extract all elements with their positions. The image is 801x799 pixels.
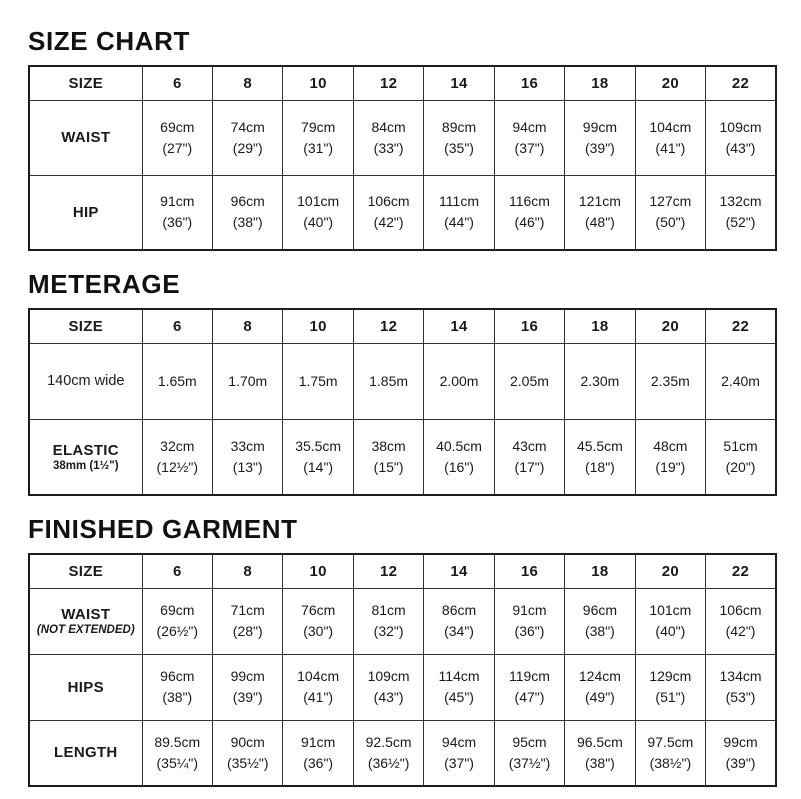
table-cell <box>706 654 776 720</box>
table-cell <box>213 100 283 175</box>
table-cell <box>213 654 283 720</box>
cell-line: 92.5cm <box>365 733 412 750</box>
cell-line: 124cm <box>578 668 621 684</box>
cell-line: 86cm <box>441 602 477 618</box>
meterage-title: METERAGE <box>28 269 181 299</box>
table-cell <box>565 175 635 250</box>
column-header: 8 <box>213 554 283 588</box>
column-header: 10 <box>283 309 353 343</box>
column-header: 18 <box>565 554 635 588</box>
column-header: 6 <box>142 554 212 588</box>
cell-line: (49") <box>584 689 615 705</box>
table-cell <box>565 419 635 495</box>
column-header: 6 <box>142 309 212 343</box>
column-header: 14 <box>424 554 494 588</box>
cell-line: 45.5cm <box>576 437 623 454</box>
cell-line: 96cm <box>230 193 265 210</box>
cell-line: (15") <box>373 458 404 475</box>
table-cell <box>706 588 776 654</box>
cell-line: (36½") <box>367 754 410 771</box>
table-cell <box>142 588 212 654</box>
cell-line: 99cm <box>582 118 618 135</box>
cell-line: 69cm <box>160 602 195 618</box>
size-chart-title: SIZE CHART <box>28 26 190 56</box>
cell-line: (38½") <box>649 754 692 771</box>
table-row <box>29 175 776 250</box>
cell-line: (47") <box>514 689 545 705</box>
cell-line: (36") <box>162 214 193 231</box>
cell-line: (40") <box>655 623 686 639</box>
cell-line: (26½") <box>156 623 199 639</box>
table-cell <box>283 175 353 250</box>
cell-line: (37½") <box>508 754 551 771</box>
column-header: 18 <box>565 66 635 100</box>
row-sublabel: (NOT EXTENDED) <box>36 624 135 636</box>
finished-garment-table <box>28 553 777 787</box>
table-cell <box>565 720 635 786</box>
cell-line: 134cm <box>719 668 762 684</box>
cell-line: 90cm <box>230 733 265 750</box>
cell-line: (41") <box>303 689 334 705</box>
table-cell <box>635 100 705 175</box>
cell-line: 71cm <box>230 602 265 618</box>
row-label: WAIST <box>61 606 111 623</box>
column-header: 10 <box>283 554 353 588</box>
cell-line: 132cm <box>719 193 762 210</box>
cell-line: (14") <box>303 458 334 475</box>
table-cell <box>706 720 776 786</box>
table-cell <box>635 175 705 250</box>
cell-line: (19") <box>655 458 686 475</box>
cell-line: 38cm <box>371 437 406 454</box>
size-column-header: SIZE <box>29 554 142 588</box>
cell-line: (48") <box>584 214 615 231</box>
cell-line: (38") <box>232 214 263 231</box>
cell-line: (41") <box>655 139 686 156</box>
table-cell <box>494 100 564 175</box>
table-cell <box>494 654 564 720</box>
cell-line: 109cm <box>719 118 762 135</box>
table-cell <box>283 419 353 495</box>
table-cell <box>424 100 494 175</box>
table-cell <box>424 175 494 250</box>
cell-line: (39") <box>584 139 615 156</box>
column-header: 22 <box>706 554 776 588</box>
cell-line: (29") <box>232 139 263 156</box>
table-header-row <box>29 309 776 343</box>
cell-line: 119cm <box>508 668 550 684</box>
cell-line: (53") <box>725 689 756 705</box>
cell-line: 51cm <box>723 437 758 454</box>
cell-line: 48cm <box>653 437 688 454</box>
cell-line: 1.85m <box>369 372 409 389</box>
table-row <box>29 343 776 419</box>
cell-line: 89.5cm <box>154 733 201 750</box>
cell-line: (38") <box>584 623 615 639</box>
cell-line: 99cm <box>230 668 265 684</box>
table-cell <box>353 343 423 419</box>
cell-line: 129cm <box>649 668 692 684</box>
cell-line: (50") <box>655 214 686 231</box>
table-cell <box>283 100 353 175</box>
cell-line: (27") <box>162 139 193 156</box>
column-header: 12 <box>353 309 423 343</box>
cell-line: (35½") <box>226 754 269 771</box>
cell-line: 69cm <box>160 118 195 135</box>
table-cell <box>142 343 212 419</box>
cell-line: 2.00m <box>439 372 479 389</box>
table-cell <box>142 720 212 786</box>
table-row <box>29 720 776 786</box>
table-header-row <box>29 66 776 100</box>
table-cell <box>494 343 564 419</box>
cell-line: (40") <box>303 214 334 231</box>
cell-line: (42") <box>725 623 756 639</box>
column-header: 12 <box>353 554 423 588</box>
cell-line: 96cm <box>582 602 618 618</box>
cell-line: 43cm <box>512 437 547 454</box>
cell-line: 81cm <box>371 602 406 618</box>
cell-line: (52") <box>725 214 756 231</box>
cell-line: 74cm <box>230 118 265 135</box>
cell-line: (17") <box>514 458 545 475</box>
table-cell <box>494 720 564 786</box>
cell-line: (36") <box>514 623 545 639</box>
column-header: 18 <box>565 309 635 343</box>
size-chart-table <box>28 65 777 251</box>
table-cell <box>353 654 423 720</box>
table-row <box>29 588 776 654</box>
table-cell <box>706 175 776 250</box>
cell-line: (16") <box>444 458 474 475</box>
row-header <box>29 175 142 250</box>
table-cell <box>353 419 423 495</box>
cell-line: 2.35m <box>650 372 690 389</box>
table-cell <box>706 419 776 495</box>
table-cell <box>565 343 635 419</box>
table-cell <box>142 654 212 720</box>
table-cell <box>635 720 705 786</box>
cell-line: 99cm <box>723 733 758 750</box>
table-cell <box>635 419 705 495</box>
finished-garment-title: FINISHED GARMENT <box>28 514 298 544</box>
cell-line: (43") <box>373 689 404 705</box>
cell-line: 40.5cm <box>436 437 482 454</box>
cell-line: (42") <box>373 214 404 231</box>
table-row <box>29 100 776 175</box>
table-header-row <box>29 554 776 588</box>
cell-line: (35¼") <box>156 754 199 771</box>
cell-line: 33cm <box>230 437 265 454</box>
table-cell <box>565 654 635 720</box>
cell-line: (33") <box>373 139 404 156</box>
row-label: HIPS <box>67 678 104 696</box>
table-cell <box>283 654 353 720</box>
row-label: WAIST <box>61 129 111 146</box>
table-cell <box>494 588 564 654</box>
cell-line: (39") <box>725 754 756 771</box>
table-cell <box>706 100 776 175</box>
cell-line: 91cm <box>301 733 336 750</box>
cell-line: 2.05m <box>510 372 549 389</box>
table-cell <box>213 588 283 654</box>
cell-line: 1.70m <box>228 372 268 389</box>
table-cell <box>635 343 705 419</box>
column-header: 22 <box>706 309 776 343</box>
cell-line: 89cm <box>441 118 477 135</box>
column-header: 16 <box>494 66 564 100</box>
cell-line: 95cm <box>512 733 547 750</box>
cell-line: (37") <box>444 754 474 771</box>
cell-line: 94cm <box>441 733 477 750</box>
cell-line: (39") <box>232 689 263 705</box>
table-row <box>29 654 776 720</box>
cell-line: 2.30m <box>580 372 620 389</box>
cell-line: (36") <box>303 754 334 771</box>
row-sublabel: 38mm (1½") <box>53 459 119 472</box>
cell-line: 101cm <box>649 602 692 618</box>
cell-line: 35.5cm <box>295 437 342 454</box>
table-cell <box>565 588 635 654</box>
column-header: 12 <box>353 66 423 100</box>
row-header <box>29 720 142 786</box>
size-chart-section <box>28 26 777 251</box>
cell-line: (38") <box>584 754 615 771</box>
table-cell <box>213 343 283 419</box>
table-cell <box>565 100 635 175</box>
cell-line: (20") <box>725 458 756 475</box>
row-header <box>29 343 142 419</box>
table-cell <box>213 419 283 495</box>
cell-line: (44") <box>444 214 474 231</box>
meterage-section <box>28 269 777 496</box>
cell-line: 94cm <box>512 118 547 135</box>
column-header: 8 <box>213 66 283 100</box>
column-header: 6 <box>142 66 212 100</box>
cell-line: 111cm <box>439 193 479 210</box>
cell-line: 2.40m <box>721 372 760 389</box>
cell-line: (32") <box>373 623 404 639</box>
cell-line: (28") <box>232 623 263 639</box>
cell-line: 101cm <box>297 193 340 210</box>
cell-line: 116cm <box>508 193 550 210</box>
meterage-table <box>28 308 777 496</box>
table-cell <box>353 100 423 175</box>
row-label: ELASTIC <box>52 441 119 459</box>
table-cell <box>142 419 212 495</box>
cell-line: 1.65m <box>157 372 197 389</box>
table-row <box>29 419 776 495</box>
cell-line: 114cm <box>438 668 480 684</box>
table-cell <box>635 654 705 720</box>
cell-line: 32cm <box>160 437 195 454</box>
table-cell <box>353 720 423 786</box>
table-cell <box>353 588 423 654</box>
table-cell <box>424 588 494 654</box>
cell-line: (37") <box>514 139 545 156</box>
cell-line: 1.75m <box>298 372 338 389</box>
table-cell <box>494 419 564 495</box>
table-cell <box>424 720 494 786</box>
table-cell <box>353 175 423 250</box>
size-column-header: SIZE <box>29 309 142 343</box>
column-header: 16 <box>494 309 564 343</box>
table-cell <box>494 175 564 250</box>
cell-line: 121cm <box>578 193 621 210</box>
finished-garment-section <box>28 514 777 787</box>
column-header: 8 <box>213 309 283 343</box>
column-header: 20 <box>635 309 705 343</box>
column-header: 22 <box>706 66 776 100</box>
cell-line: (13") <box>232 458 263 475</box>
cell-line: (31") <box>303 139 334 156</box>
row-header <box>29 588 142 654</box>
cell-line: 79cm <box>301 118 336 135</box>
cell-line: (38") <box>162 689 193 705</box>
cell-line: (46") <box>514 214 545 231</box>
table-cell <box>424 654 494 720</box>
table-cell <box>283 343 353 419</box>
table-cell <box>213 720 283 786</box>
table-cell <box>424 419 494 495</box>
row-label: HIP <box>72 203 99 221</box>
cell-line: (34") <box>444 623 474 639</box>
cell-line: (30") <box>303 623 334 639</box>
row-header <box>29 419 142 495</box>
cell-line: 127cm <box>649 193 692 210</box>
cell-line: 84cm <box>371 118 406 135</box>
cell-line: 106cm <box>367 193 410 210</box>
cell-line: (51") <box>655 689 686 705</box>
table-cell <box>424 343 494 419</box>
column-header: 14 <box>424 309 494 343</box>
column-header: 10 <box>283 66 353 100</box>
cell-line: 97.5cm <box>647 733 694 750</box>
row-header <box>29 654 142 720</box>
cell-line: (12½") <box>156 458 199 475</box>
column-header: 16 <box>494 554 564 588</box>
cell-line: 91cm <box>512 602 547 618</box>
cell-line: 106cm <box>719 602 762 618</box>
row-label: LENGTH <box>54 744 118 762</box>
cell-line: 76cm <box>301 602 336 618</box>
table-cell <box>283 720 353 786</box>
row-label: 140cm wide <box>47 373 125 389</box>
cell-line: (18") <box>584 458 615 475</box>
row-header <box>29 100 142 175</box>
cell-line: (43") <box>725 139 756 156</box>
cell-line: (35") <box>444 139 474 156</box>
table-cell <box>142 100 212 175</box>
column-header: 20 <box>635 554 705 588</box>
cell-line: (45") <box>444 689 474 705</box>
table-cell <box>213 175 283 250</box>
size-column-header: SIZE <box>29 66 142 100</box>
cell-line: 96.5cm <box>576 733 623 750</box>
cell-line: 104cm <box>649 118 692 135</box>
column-header: 20 <box>635 66 705 100</box>
cell-line: 109cm <box>367 668 410 684</box>
table-cell <box>142 175 212 250</box>
cell-line: 104cm <box>297 668 340 684</box>
column-header: 14 <box>424 66 494 100</box>
cell-line: 96cm <box>160 668 195 684</box>
table-cell <box>706 343 776 419</box>
cell-line: 91cm <box>160 193 195 210</box>
table-cell <box>635 588 705 654</box>
table-cell <box>283 588 353 654</box>
